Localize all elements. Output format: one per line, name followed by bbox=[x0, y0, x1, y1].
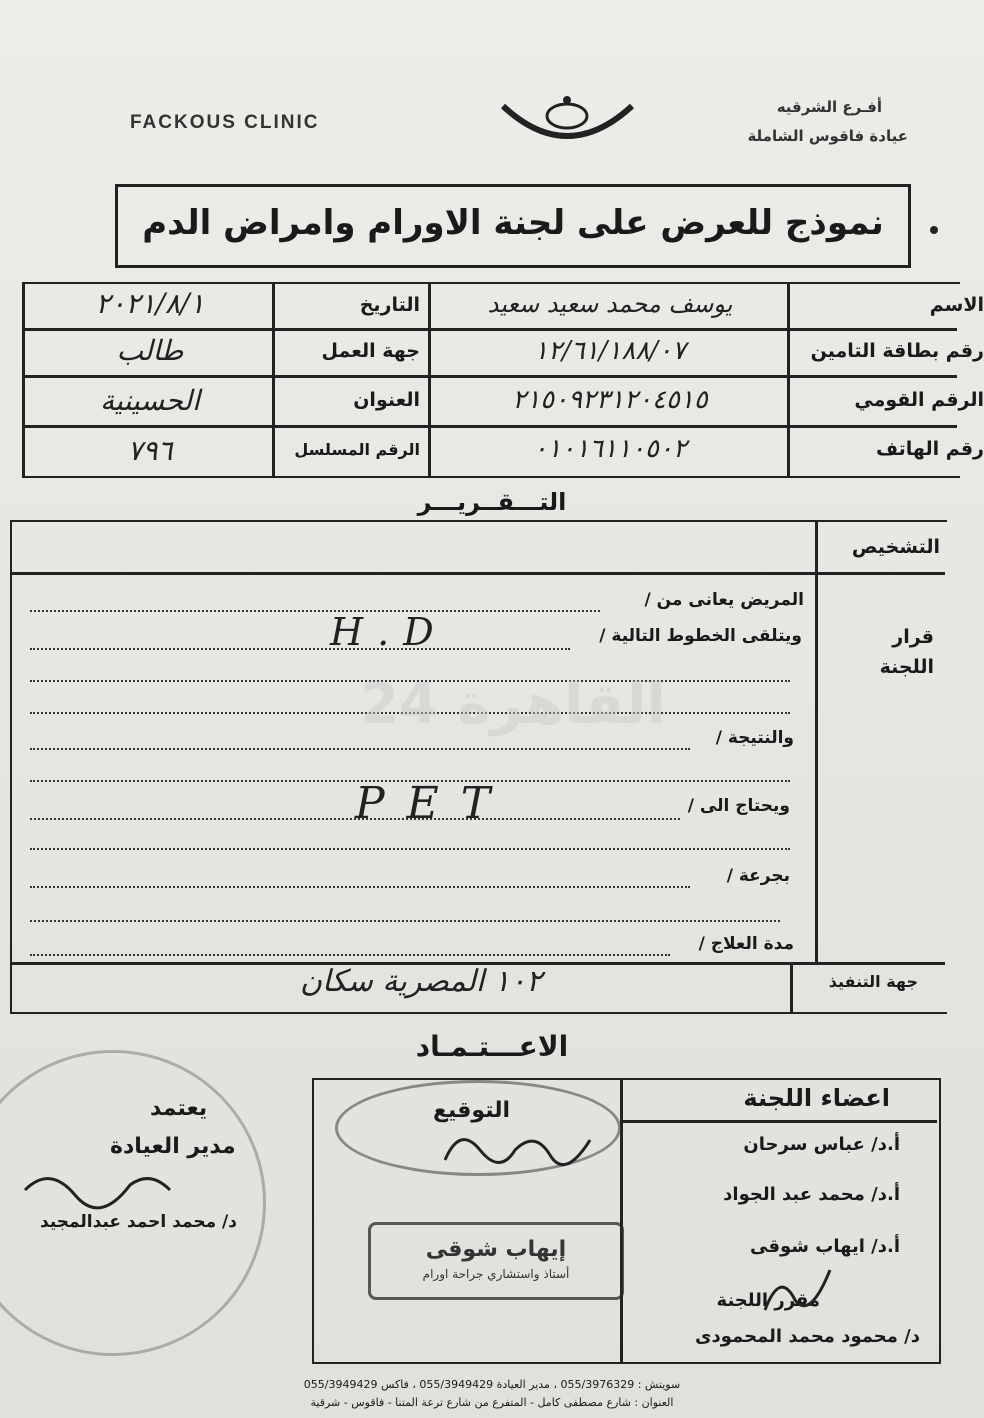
needs-value: PET bbox=[355, 778, 513, 829]
report-table bbox=[10, 520, 947, 1014]
name-label: الاسم bbox=[929, 294, 984, 316]
date-value: ٢٠٢١/٨/١ bbox=[95, 287, 205, 320]
result-label: والنتيجة / bbox=[715, 728, 794, 748]
form-title: نموذج للعرض على لجنة الاورام وامراض الدم bbox=[142, 203, 884, 243]
phone-label: رقم الهاتف bbox=[876, 438, 984, 460]
approval-heading: الاعـــتـمـاد bbox=[415, 1030, 569, 1063]
footer-phones: سويتش : 055/3976329 ، مدير العيادة 055/3949429 ، فاكس 055/3949429 bbox=[303, 1378, 681, 1391]
stamp-name: إيهاب شوقى bbox=[425, 1237, 567, 1262]
signature-scribble bbox=[440, 1120, 600, 1180]
doctor-stamp bbox=[368, 1222, 624, 1300]
report-heading: التـــقــريـــر bbox=[417, 488, 567, 516]
committee-members-heading: اعضاء اللجنة bbox=[743, 1084, 890, 1112]
duration-label: مدة العلاج / bbox=[698, 934, 794, 954]
address-label: العنوان bbox=[353, 389, 420, 411]
name-value: يوسف محمد سعيد سعيد bbox=[487, 290, 733, 318]
needs-label: ويحتاج الى / bbox=[687, 796, 790, 816]
address-value: الحسينية bbox=[100, 384, 200, 417]
executing-party-value: ١٠٢ المصرية سكان bbox=[300, 964, 543, 999]
clinic-logo-icon bbox=[495, 86, 640, 156]
committee-decision-label: قرار اللجنة bbox=[879, 626, 934, 678]
bullet bbox=[930, 226, 938, 234]
rapporteur-label: مقرر اللجنة bbox=[716, 1290, 820, 1311]
insurance-card-label: رقم بطاقة التامين bbox=[810, 340, 984, 362]
phone-value: ٠١٠١٦١١٠٥٠٢ bbox=[533, 434, 687, 464]
member-2: أ.د/ محمد عبد الجواد bbox=[723, 1184, 900, 1205]
national-id-value: ٢١٥٠٩٢٣١٢٠٤٥١٥ bbox=[512, 385, 708, 415]
watermark: القاهرة 24 bbox=[360, 672, 666, 737]
footer-address: العنوان : شارع مصطفى كامل - المتفرع من شارع ترعة المتنا - فاقوس - شرقية bbox=[310, 1396, 674, 1409]
form-title-box bbox=[115, 184, 911, 268]
patient-suffers-label: المريض يعانى من / bbox=[644, 590, 804, 610]
clinic-name-ar: عيادة فاقوس الشاملة bbox=[747, 127, 908, 145]
director-name: د/ محمد احمد عبدالمجيد bbox=[40, 1212, 237, 1232]
executing-party-label: جهة التنفيذ bbox=[828, 972, 918, 991]
work-label: جهة العمل bbox=[321, 340, 420, 362]
insurance-card-value: ١٢/٦١/١٨٨/٠٧ bbox=[534, 336, 686, 366]
signature-heading: التوقيع bbox=[433, 1098, 510, 1123]
signature-scribble-2 bbox=[760, 1260, 840, 1320]
national-id-label: الرقم القومي bbox=[854, 389, 984, 411]
date-label: التاريخ bbox=[359, 294, 420, 316]
rapporteur-name: د/ محمود محمد المحمودى bbox=[695, 1326, 920, 1347]
clinic-director-label: مدير العيادة bbox=[110, 1134, 236, 1159]
member-1: أ.د/ عباس سرحان bbox=[743, 1134, 900, 1155]
work-value: طالب bbox=[116, 334, 184, 367]
member-3: أ.د/ ايهاب شوقى bbox=[750, 1236, 900, 1257]
dose-label: بجرعة / bbox=[726, 866, 790, 886]
approve-label: يعتمد bbox=[150, 1096, 208, 1121]
diagnosis-label: التشخيص bbox=[851, 536, 940, 558]
serial-label: الرقم المسلسل bbox=[294, 440, 420, 459]
stamp-title: أستاذ واستشاري جراحة اورام bbox=[422, 1267, 570, 1281]
serial-value: ٧٩٦ bbox=[127, 434, 173, 467]
receives-lines-value: H.D bbox=[330, 610, 448, 654]
branch-label: أفـرع الشرقيه bbox=[776, 98, 882, 116]
receives-lines-label: ويتلقى الخطوط التالية / bbox=[599, 626, 802, 646]
clinic-name-en: FACKOUS CLINIC bbox=[130, 112, 320, 133]
